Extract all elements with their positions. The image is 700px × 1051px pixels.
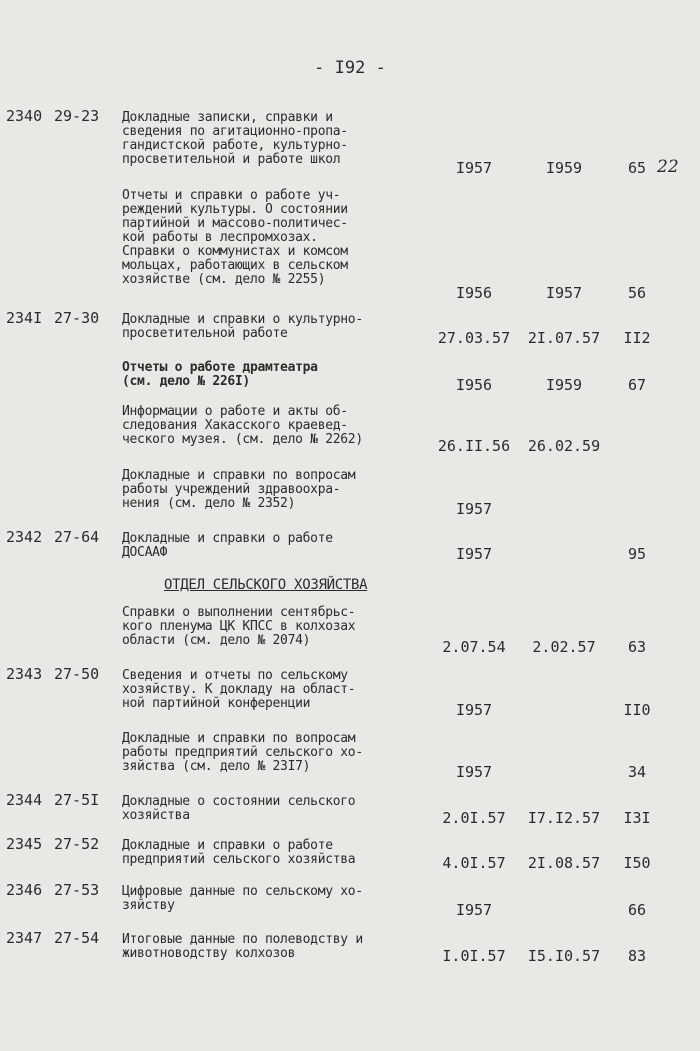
item-description: Цифровые данные по сельскому хо- зяйству xyxy=(122,884,363,913)
item-description: Информации о работе и акты об- следования Хакасского краевед- ческого музея. (см. дело № 2262) xyxy=(122,404,363,447)
sheet-count: I50 xyxy=(623,854,651,872)
sheet-count: 66 xyxy=(627,901,647,919)
sheet-count: 83 xyxy=(627,947,647,965)
item-number: 2347 xyxy=(6,929,43,947)
start-date: I957 xyxy=(455,901,493,919)
start-date: I957 xyxy=(455,500,493,518)
sheet-count: 95 xyxy=(627,545,647,563)
file-code: 27-30 xyxy=(54,309,100,327)
start-date: I957 xyxy=(455,545,493,563)
file-code: 29-23 xyxy=(54,107,100,125)
start-date: 27.03.57 xyxy=(437,329,511,347)
end-date: 2I.08.57 xyxy=(527,854,601,872)
end-date: I959 xyxy=(545,159,583,177)
sheet-count: 67 xyxy=(627,376,647,394)
item-description: Сведения и отчеты по сельскому хозяйству. К докладу на област- ной партийной конференции xyxy=(122,668,356,711)
item-description: Отчеты и справки о работе уч- реждений культуры. О состоянии партийной и массово-политичес- кой работы в леспромхозах. Справки о коммунистах и комсом мольцах, работающих в сельском хозяйстве (см. дело № 2255) xyxy=(122,188,348,287)
item-number: 2344 xyxy=(6,791,43,809)
item-description: Докладные и справки о работе ДОСААФ xyxy=(122,531,333,560)
sheet-count: 56 xyxy=(627,284,647,302)
item-number: 2342 xyxy=(6,528,43,546)
sheet-count: II0 xyxy=(623,701,651,719)
start-date: I956 xyxy=(455,376,493,394)
start-date: I.0I.57 xyxy=(442,947,506,965)
item-description: Справки о выполнении сентябрьс- кого пленума ЦК КПСС в колхозах области (см. дело № 2074) xyxy=(122,605,356,648)
item-number: 2343 xyxy=(6,665,43,683)
sheet-count: 34 xyxy=(627,763,647,781)
item-description: Итоговые данные по полеводству и животноводству колхозов xyxy=(122,932,363,961)
start-date: I957 xyxy=(455,159,493,177)
end-date: 26.02.59 xyxy=(527,437,601,455)
item-description: Отчеты о работе драмтеатра (см. дело № 226I) xyxy=(122,360,318,389)
item-description: Докладные о состоянии сельского хозяйства xyxy=(122,794,356,823)
sheet-count: I3I xyxy=(623,809,651,827)
end-date: I5.I0.57 xyxy=(527,947,601,965)
file-code: 27-52 xyxy=(54,835,100,853)
item-number: 234I xyxy=(6,309,43,327)
item-description: Докладные и справки по вопросам работы предприятий сельского хо- зяйства (см. дело № 23I7) xyxy=(122,731,363,774)
start-date: 26.II.56 xyxy=(437,437,511,455)
file-code: 27-5I xyxy=(54,791,100,809)
item-description: Докладные и справки о работе предприятий сельского хозяйства xyxy=(122,838,356,867)
page-number: - I92 - xyxy=(314,58,386,78)
item-description: Докладные записки, справки и сведения по агитационно-пропа- гандистской работе, культурно- просветительной и работе школ xyxy=(122,110,348,167)
item-number: 2346 xyxy=(6,881,43,899)
item-number: 2340 xyxy=(6,107,43,125)
start-date: I957 xyxy=(455,763,493,781)
section-heading: ОТДЕЛ СЕЛЬСКОГО ХОЗЯЙСТВА xyxy=(164,577,368,593)
item-description: Докладные и справки о культурно- просветительной работе xyxy=(122,312,363,341)
start-date: 2.0I.57 xyxy=(442,809,506,827)
end-date: I957 xyxy=(545,284,583,302)
sheet-count: 65 xyxy=(627,159,647,177)
end-date: 2I.07.57 xyxy=(527,329,601,347)
file-code: 27-54 xyxy=(54,929,100,947)
end-date: I959 xyxy=(545,376,583,394)
end-date: I7.I2.57 xyxy=(527,809,601,827)
start-date: I957 xyxy=(455,701,493,719)
handwritten-margin-note: 22 xyxy=(657,157,679,177)
file-code: 27-53 xyxy=(54,881,100,899)
file-code: 27-64 xyxy=(54,528,100,546)
sheet-count: II2 xyxy=(623,329,651,347)
start-date: I956 xyxy=(455,284,493,302)
sheet-count: 63 xyxy=(627,638,647,656)
end-date: 2.02.57 xyxy=(532,638,596,656)
start-date: 2.07.54 xyxy=(442,638,506,656)
file-code: 27-50 xyxy=(54,665,100,683)
item-description: Докладные и справки по вопросам работы учреждений здравоохра- нения (см. дело № 2352) xyxy=(122,468,356,511)
start-date: 4.0I.57 xyxy=(442,854,506,872)
item-number: 2345 xyxy=(6,835,43,853)
